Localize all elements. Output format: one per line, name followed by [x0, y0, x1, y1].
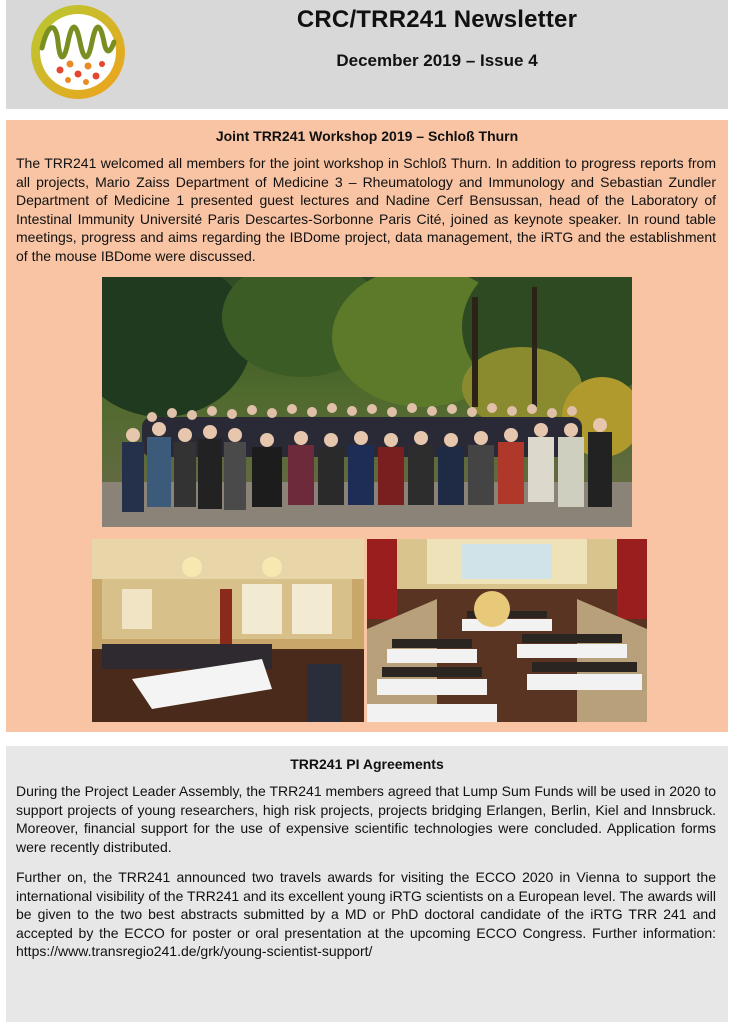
agreements-title: TRR241 PI Agreements [290, 756, 444, 772]
hall-photo-left [92, 539, 364, 722]
newsletter-issue: December 2019 – Issue 4 [336, 51, 538, 70]
workshop-body: The TRR241 welcomed all members for the joint workshop in Schloß Thurn. In addition to progress reports from all projects, Mario Zaiss Department of Medicine 3 – Rheumatology and Immunology and Sebastian Zundler Department of Medicine 1 presented guest lectures and Nadine Cerf Bensussan, head of the Laboratory of Intestinal Immunity Université Paris Descartes-Sorbonne Paris Cité, joined as keynote speaker. In round table meetings, progress and aims regarding the IBDome project, data management, the iRTG and the establishment of the mouse IBDome were discussed. [16, 155, 716, 264]
agreements-paragraph-1: During the Project Leader Assembly, the TRR241 members agreed that Lump Sum Funds will be used in 2020 to support projects of young researchers, high risk projects, projects bridging Erlangen, Berlin, Kiel and Innsbruck. Moreover, financial support for the use of expensive scientific technologies were concluded. Application forms were recently distributed. [16, 783, 716, 855]
newsletter-header [6, 0, 728, 109]
hall-photo-right [367, 539, 647, 722]
group-photo [102, 277, 632, 527]
workshop-section [6, 120, 728, 732]
trr241-logo-icon [28, 2, 128, 102]
newsletter-title: CRC/TRR241 Newsletter [296, 6, 578, 33]
agreements-paragraph-2: Further on, the TRR241 announced two travels awards for visiting the ECCO 2020 in Vienna to support the international visibility of the TRR241 and its excellent young iRTG scientists on a European level. The awards will be given to the two best abstracts submitted by a MD or PhD doctoral candidate of the iRTG TRR 241 and accepted by the ECCO for poster or oral presentation at the upcoming ECCO Congress. Further information: https://www.transregio241.de/grk/young-scientist-support/ [16, 869, 716, 959]
agreements-section [6, 746, 728, 1022]
workshop-title: Joint TRR241 Workshop 2019 – Schloß Thurn [215, 128, 519, 144]
